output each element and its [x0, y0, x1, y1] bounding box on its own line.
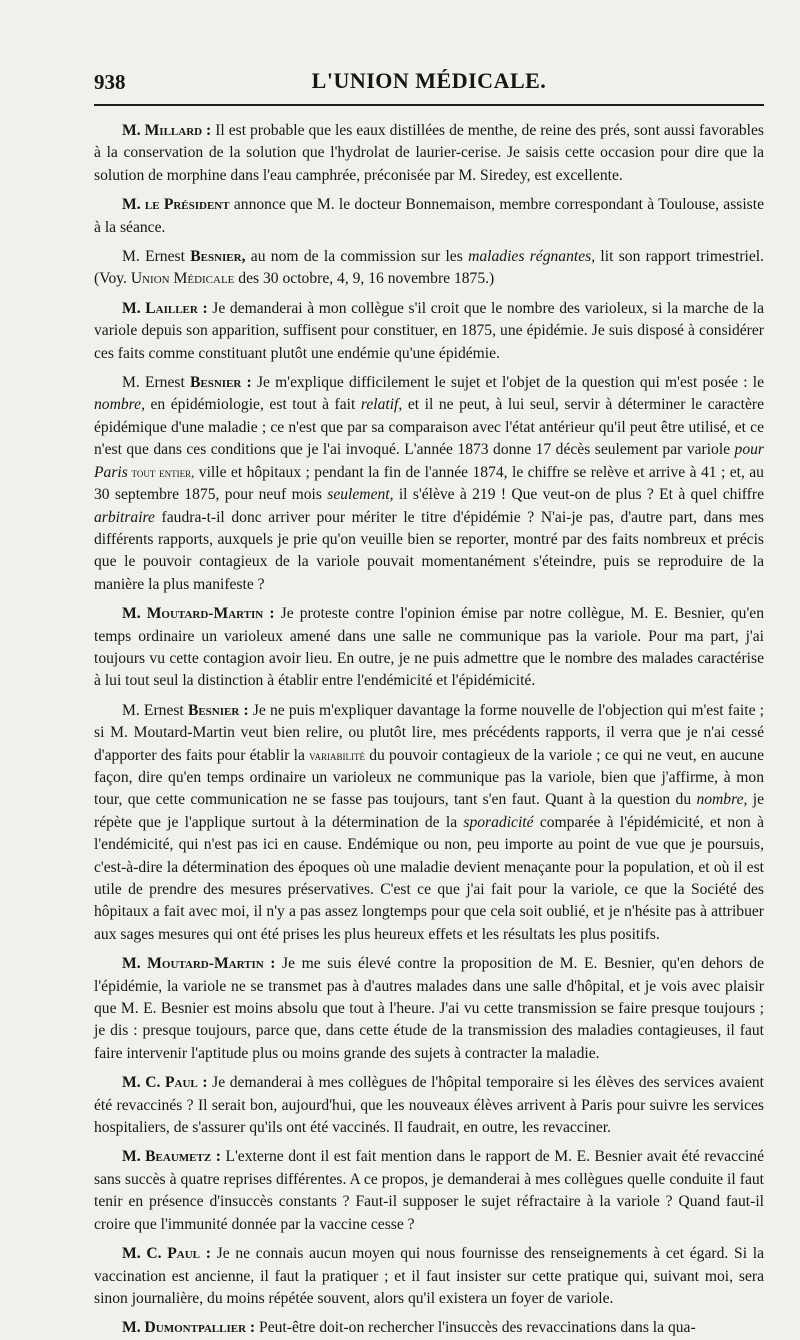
speaker-prefix: M. Ernest — [122, 701, 188, 719]
small-caps-phrase: tout entier, — [127, 464, 195, 480]
paragraph-text: au nom de la commission sur les — [245, 248, 469, 266]
paragraph-text: des 30 octobre, 4, 9, 16 novembre 1875.) — [234, 270, 495, 288]
paragraph-text: Je me suis élevé contre la proposition de M. E. Besnier, qu'en dehors de l'épidémie, la variole ne se transmet pas à d'autres malades dans une salle d'hôpital, et je vois avec plaisir que M. E. Besnier est moins absolu que tout à l'heure. J'ai vu cette transmission se faire presque toujours ; je dis : presque toujours, parce que, dans cette étude de la transmission des maladies contagieuses, il faut faire intervenir l'aptitude plus ou moins grande des sujets à contracter la maladie. — [94, 955, 764, 1062]
paragraph-text: L'externe dont il est fait mention dans le rapport de M. E. Besnier avait été revacciné sans succès à quatre reprises différentes. A ce propos, je demanderai à mes collègues quelle conduite il faut tenir en présence d'insuccès constants ? Faut-il supposer le sujet réfractaire à la variole ? Quand faut-il croire que l'immunité donnée par la vaccine cesse ? — [94, 1148, 764, 1233]
speaker-prefix: M. Ernest — [122, 248, 191, 266]
paragraph-text: Peut-être doit-on rechercher l'insuccès des revaccinations dans la qua- — [255, 1319, 696, 1337]
paragraph-text: ville et hôpitaux ; pendant la fin de l'année 1874, le chiffre se relève et arrive à 41 ; et, au 30 septembre 1875, pour neuf mois — [94, 463, 764, 504]
page-header — [94, 60, 764, 106]
speaker-name: M. Dumontpallier : — [122, 1319, 256, 1337]
paragraph-besnier-report — [94, 246, 764, 291]
paragraph-text: annonce que M. le docteur Bonnemaison, membre correspondant à Toulouse, assiste à la séance. — [94, 196, 764, 236]
speaker-name: M. C. Paul : — [122, 1245, 211, 1263]
paragraph-besnier-reply-1 — [94, 372, 764, 596]
paragraph-text: Je m'explique difficilement le sujet et l'objet de la question qui m'est posée : le — [251, 374, 764, 392]
italic-phrase: maladies régnantes, — [468, 248, 596, 266]
italic-phrase: relatif, — [360, 396, 403, 414]
paragraph-text: Je demanderai à mes collègues de l'hôpital temporaire si les élèves des services avaient été revaccinés ? Il serait bon, aujourd'hui, que les nouveaux élèves arrivent à Paris pour suivre les services hospitaliers, de s'assurer qu'ils ont été vaccinés. Il faudrait, en outre, les revacciner. — [94, 1074, 764, 1137]
small-caps-phrase: variabilité — [309, 747, 365, 763]
paragraph-text: lit son rapport trimestriel. (Voy. — [94, 248, 765, 288]
paragraph-text: je répète que je l'applique surtout à la détermination de la — [94, 791, 765, 831]
speaker-name: Besnier, — [190, 248, 246, 266]
italic-phrase: nombre, — [94, 396, 145, 414]
italic-phrase: arbitraire — [94, 508, 155, 526]
paragraph-millard — [94, 120, 764, 187]
italic-phrase: sporadicité — [463, 813, 534, 831]
speaker-name: Besnier : — [187, 701, 249, 719]
speaker-name: M. Millard : — [122, 122, 212, 139]
speaker-name: M. C. Paul : — [122, 1074, 208, 1092]
paragraph-c-paul-2 — [94, 1243, 764, 1310]
speaker-name: Besnier : — [190, 374, 252, 392]
paragraph-text: Je proteste contre l'opinion émise par notre collègue, M. E. Besnier, qu'en temps ordinaire un varioleux amené dans une salle ne communique pas la variole. Pour ma part, j'ai toujours vu cette contagion avoir lieu. En outre, je ne puis admettre que le nombre des malades caractérise à lui tout seul la distinction à établir entre l'endémicité et l'épidémicité. — [94, 605, 764, 690]
paragraph-text: en épidémiologie, est tout à fait — [144, 396, 361, 414]
page-number: 938 — [94, 70, 126, 94]
paragraph-text: il s'élève à 219 ! Que veut-on de plus ? Et à quel chiffre — [393, 486, 764, 504]
speaker-name: M. Lailler : — [122, 299, 208, 317]
paragraph-text: Je demanderai à mon collègue s'il croit que le nombre des varioleux, si la marche de la variole depuis son apparition, suffisent pour constituer, en 1875, une épidémie. Je suis disposé à considérer ces faits comme constituant plutôt une endémie qu'une épidémie. — [94, 299, 765, 362]
paragraph-text: Je ne puis m'expliquer davantage la forme nouvelle de l'objection qui m'est faite ; si M. Moutard-Martin veut bien relire, ou plutôt lire, mes précédents rapports, il verra que je n'ai cessé d'apporter des faits pour établir la — [94, 701, 764, 764]
document-body — [94, 120, 764, 1340]
speaker-name: M. Beaumetz : — [122, 1148, 221, 1166]
paragraph-text: Il est probable que les eaux distillées de menthe, de reine des prés, sont aussi favorables à la conservation de la solution que l'hydrolat de laurier-cerise. Je saisis cette occasion pour dire que la solution de morphine dans l'eau camphrée, préconisée par M. Siredey, est excellente. — [94, 122, 764, 184]
speaker-name: M. Moutard-Martin : — [122, 605, 275, 623]
italic-phrase: pour Paris — [94, 441, 764, 481]
paragraph-beaumetz — [94, 1146, 764, 1236]
italic-phrase: seulement, — [327, 486, 394, 504]
paragraph-moutard-martin-1 — [94, 603, 764, 693]
paragraph-c-paul-1 — [94, 1072, 764, 1139]
paragraph-text: faudra-t-il donc arriver pour mériter le titre d'épidémie ? N'ai-je pas, d'autre part, dans mes différents rapports, auxquels je prie qu'on veuille bien se reporter, montré par des faits nombreux et précis que le pouvoir contagieux de la variole pouvait momentanément s'éteindre, puis se reproduire de la manière la plus manifeste ? — [94, 508, 764, 593]
paragraph-text: comparée à l'épidémicité, et non à l'endémicité, qui n'est pas ici en cause. Endémique ou non, peu importe au point de vue que je poursuis, c'est-à-dire la détermination des époques où une maladie devient menaçante pour la population, et où il est utile de prendre des mesures préservatives. C'est ce que j'ai fait pour la variole, ce que la Société des hôpitaux a fait avec moi, il n'y a pas assez longtemps pour que cela soit oublié, et je n'hésite pas à attribuer aux sages mesures qui ont été prises les plus heureux effets et les résultats les plus positifs. — [94, 813, 764, 943]
italic-phrase: nombre, — [696, 791, 748, 809]
paragraph-text: et il ne peut, à lui seul, servir à déterminer le caractère épidémique d'une maladie ; ce n'est que par sa comparaison avec l'état antérieur qu'il peut être utilisé, et ce n'est que dans ces conditions que je l'ai invoqué. L'année 1873 donne 17 décès seulement par variole — [94, 396, 764, 459]
paragraph-text: du pouvoir contagieux de la variole ; ce qui ne veut, en aucune façon, dire qu'en temps ordinaire un varioleux ne communique pas la variole, bien que j'affirme, à mon tour, que cette communication ne se fasse pas toujours, tant s'en faut. Quant à la question du — [94, 746, 764, 809]
running-title: L'UNION MÉDICALE. — [311, 68, 547, 93]
paragraph-dumontpallier — [94, 1317, 764, 1339]
paragraph-lailler — [94, 298, 764, 365]
paragraph-text: Je ne connais aucun moyen qui nous fournisse des renseignements à cet égard. Si la vaccination est ancienne, il faut la pratiquer ; et il faut insister sur cette pratique qui, suivant moi, sera sinon journalière, du moins répétée souvent, alors qu'il existera un foyer de variole. — [94, 1245, 764, 1307]
speaker-prefix: M. Ernest — [122, 374, 190, 392]
paragraph-moutard-martin-2 — [94, 953, 764, 1065]
paragraph-besnier-reply-2 — [94, 700, 764, 946]
journal-name: Union Médicale — [130, 270, 235, 288]
paragraph-president — [94, 194, 764, 239]
speaker-name: M. le Président — [122, 196, 230, 214]
speaker-name: M. Moutard-Martin : — [122, 955, 276, 973]
